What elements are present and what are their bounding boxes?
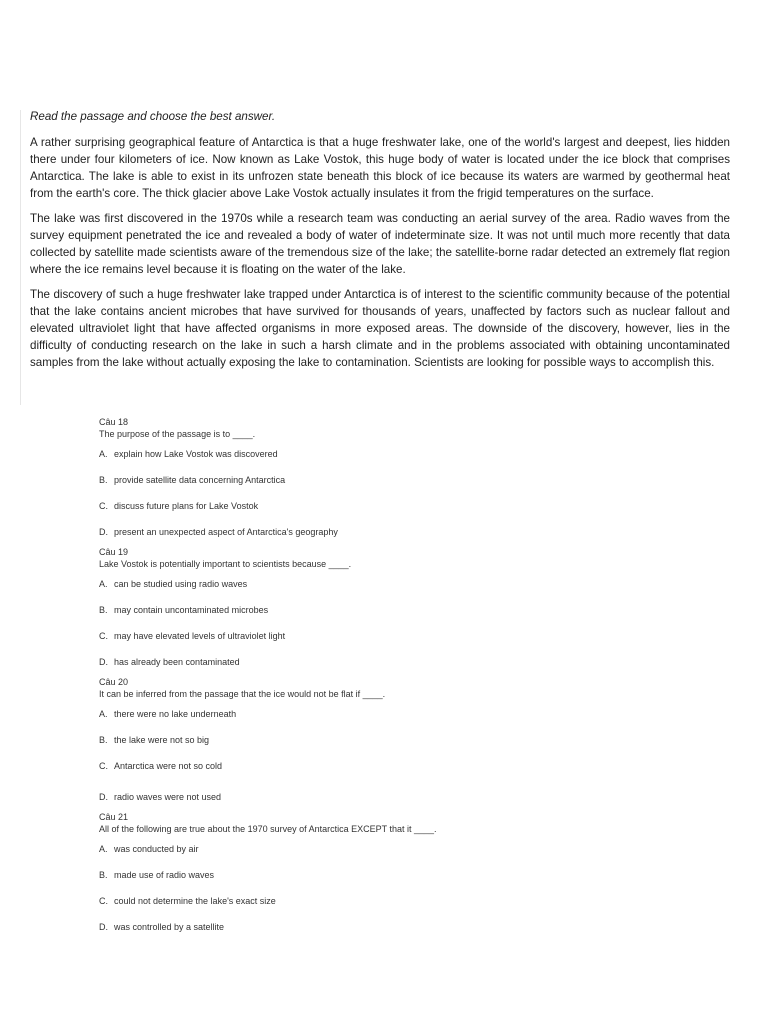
- answer-option-a[interactable]: A. was conducted by air: [99, 844, 199, 854]
- answer-option-a[interactable]: A. there were no lake underneath: [99, 709, 237, 719]
- question-label: Câu 19: [99, 547, 129, 557]
- answer-option-c[interactable]: C. may have elevated levels of ultraviolet light: [99, 631, 286, 641]
- reading-passage: [30, 108, 730, 379]
- left-border-rule: [20, 110, 21, 405]
- answer-option-c[interactable]: C. could not determine the lake's exact size: [99, 896, 276, 906]
- question-stem: All of the following are true about the 1970 survey of Antarctica EXCEPT that it ____.: [99, 824, 437, 834]
- answer-option-d[interactable]: D. radio waves were not used: [99, 792, 222, 802]
- question-stem: The purpose of the passage is to ____.: [99, 429, 256, 439]
- question-label: Câu 20: [99, 677, 129, 687]
- question-list: [99, 416, 699, 933]
- question-label: Câu 21: [99, 812, 129, 822]
- answer-option-d[interactable]: D. has already been contaminated: [99, 657, 240, 667]
- passage-paragraph-3: The discovery of such a huge freshwater lake trapped under Antarctica is of interest to the scientific community because of the potential that the lake contains ancient microbes that have survived for thousands of years, unaffected by factors such as nuclear fallout and elevated ultraviolet light that have affected organisms in more exposed areas. The downside of the discovery, however, lies in the difficulty of conducting research on the lake in such a harsh climate and in the problems associated with obtaining uncontaminated samples from the lake without actually exposing the lake to contamination. Scientists are looking for possible ways to accomplish this.: [30, 288, 730, 369]
- answer-option-d[interactable]: D. was controlled by a satellite: [99, 922, 225, 932]
- answer-option-c[interactable]: C. discuss future plans for Lake Vostok: [99, 501, 259, 511]
- question-19: [99, 546, 699, 668]
- question-18: [99, 416, 699, 538]
- answer-option-d[interactable]: D. present an unexpected aspect of Antarctica's geography: [99, 527, 338, 537]
- passage-instruction: Read the passage and choose the best answer.: [30, 110, 276, 123]
- answer-option-b[interactable]: B. provide satellite data concerning Antarctica: [99, 475, 286, 485]
- answer-option-b[interactable]: B. the lake were not so big: [99, 735, 210, 745]
- answer-option-a[interactable]: A. explain how Lake Vostok was discovered: [99, 449, 278, 459]
- question-21: [99, 811, 699, 933]
- answer-option-c[interactable]: C. Antarctica were not so cold: [99, 761, 223, 771]
- question-label: Câu 18: [99, 417, 129, 427]
- question-stem: It can be inferred from the passage that the ice would not be flat if ____.: [99, 689, 386, 699]
- passage-paragraph-2: The lake was first discovered in the 1970s while a research team was conducting an aerial survey of the area. Radio waves from the survey equipment penetrated the ice and revealed a body of water of indeterminate size. It was not until much more recently that data collected by satellite made scientists aware of the tremendous size of the lake; the satellite-borne radar detected an extremely flat region where the ice remains level because it is floating on the water of the lake.: [30, 212, 730, 276]
- passage-paragraph-1: A rather surprising geographical feature of Antarctica is that a huge freshwater lake, one of the world's largest and deepest, lies hidden there under four kilometers of ice. Now known as Lake Vostok, this huge body of water is located under the ice block that comprises Antarctica. The lake is able to exist in its unfrozen state beneath this block of ice because its waters are warmed by geothermal heat from the earth's core. The thick glacier above Lake Vostok actually insulates it from the frigid temperatures on the surface.: [30, 136, 730, 200]
- question-20: [99, 676, 699, 803]
- answer-option-a[interactable]: A. can be studied using radio waves: [99, 579, 248, 589]
- answer-option-b[interactable]: B. made use of radio waves: [99, 870, 215, 880]
- answer-option-b[interactable]: B. may contain uncontaminated microbes: [99, 605, 269, 615]
- question-stem: Lake Vostok is potentially important to scientists because ____.: [99, 559, 352, 569]
